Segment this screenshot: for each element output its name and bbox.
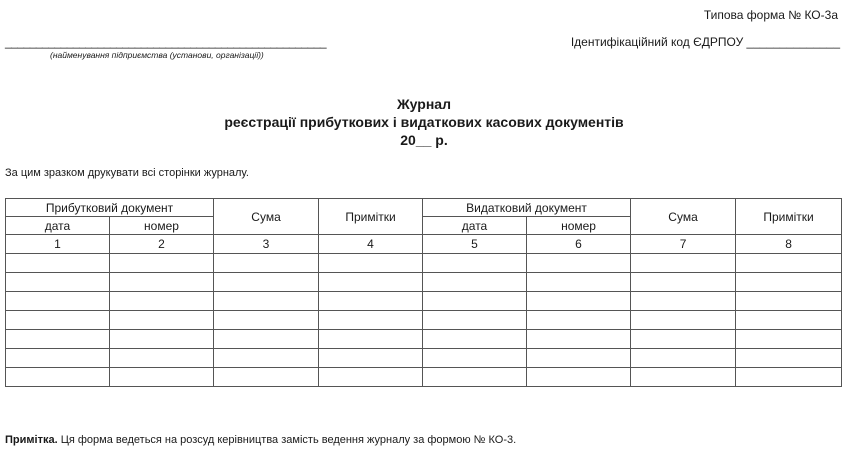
table-cell: [6, 349, 110, 368]
table-row: [6, 368, 842, 387]
table-cell: [736, 273, 842, 292]
expense-document-header: Видатковий документ: [423, 199, 631, 217]
table-cell: [214, 368, 319, 387]
title-line-3: 20__ р.: [400, 132, 448, 148]
title-line-1: Журнал: [397, 96, 451, 112]
table-cell: [110, 330, 214, 349]
table-cell: [736, 349, 842, 368]
table-row: [6, 254, 842, 273]
column-number-row: [6, 235, 842, 254]
table-cell: [319, 330, 423, 349]
table-cell: [214, 273, 319, 292]
table-cell: [527, 349, 631, 368]
sum-header-1: Сума: [214, 199, 319, 235]
footer-note: [5, 434, 516, 446]
table-cell: [631, 254, 736, 273]
table-row: [6, 349, 842, 368]
column-number: 4: [319, 235, 423, 254]
income-date-header: дата: [6, 217, 110, 235]
title-line-2: реєстрації прибуткових і видаткових касових документів: [224, 114, 624, 130]
table-cell: [6, 330, 110, 349]
table-cell: [110, 349, 214, 368]
table-cell: [631, 349, 736, 368]
table-cell: [319, 273, 423, 292]
table-cell: [319, 254, 423, 273]
notes-header-2: Примітки: [736, 199, 842, 235]
table-cell: [423, 311, 527, 330]
journal-entries: [6, 254, 842, 387]
notes-header-1: Примітки: [319, 199, 423, 235]
table-cell: [423, 349, 527, 368]
table-cell: [423, 292, 527, 311]
table-cell: [736, 368, 842, 387]
column-number: 3: [214, 235, 319, 254]
table-cell: [423, 273, 527, 292]
column-number: 6: [527, 235, 631, 254]
column-number: 2: [110, 235, 214, 254]
table-cell: [527, 254, 631, 273]
note-text: Ця форма ведеться на розсуд керівництва замість ведення журналу за формою № КО-3.: [57, 434, 517, 446]
table-row: [6, 330, 842, 349]
table-cell: [6, 254, 110, 273]
column-number: 1: [6, 235, 110, 254]
table-cell: [110, 292, 214, 311]
table-cell: [527, 311, 631, 330]
table-cell: [423, 254, 527, 273]
sum-header-2: Сума: [631, 199, 736, 235]
form-code: Типова форма № КО-3а: [703, 8, 838, 22]
table-row: [6, 273, 842, 292]
table-row: [6, 311, 842, 330]
table-cell: [214, 311, 319, 330]
table-cell: [736, 311, 842, 330]
table-cell: [631, 273, 736, 292]
income-document-header: Прибутковий документ: [6, 199, 214, 217]
table-cell: [214, 349, 319, 368]
table-cell: [527, 273, 631, 292]
table-cell: [319, 349, 423, 368]
table-row: [6, 292, 842, 311]
table-cell: [6, 273, 110, 292]
table-cell: [631, 330, 736, 349]
table-cell: [6, 311, 110, 330]
table-cell: [214, 330, 319, 349]
table-cell: [527, 292, 631, 311]
expense-date-header: дата: [423, 217, 527, 235]
organization-name-caption: (найменування підприємства (установи, організації)): [50, 50, 264, 60]
table-cell: [6, 368, 110, 387]
table-cell: [319, 292, 423, 311]
table-cell: [110, 368, 214, 387]
table-cell: [736, 254, 842, 273]
table-cell: [214, 292, 319, 311]
edrpou-code-field: Ідентифікаційний код ЄДРПОУ ______________: [570, 35, 840, 49]
print-instruction: За цим зразком друкувати всі сторінки журналу.: [5, 167, 249, 179]
table-cell: [736, 292, 842, 311]
table-cell: [319, 311, 423, 330]
table-cell: [214, 254, 319, 273]
income-number-header: номер: [110, 217, 214, 235]
header-row-1: [6, 199, 842, 217]
table-cell: [631, 292, 736, 311]
table-cell: [527, 368, 631, 387]
table-cell: [631, 311, 736, 330]
table-cell: [631, 368, 736, 387]
table-cell: [110, 273, 214, 292]
table-cell: [319, 368, 423, 387]
expense-number-header: номер: [527, 217, 631, 235]
column-number: 5: [423, 235, 527, 254]
table-cell: [110, 254, 214, 273]
table-cell: [6, 292, 110, 311]
document-title: [0, 95, 848, 149]
table-cell: [110, 311, 214, 330]
column-number: 7: [631, 235, 736, 254]
table-cell: [423, 330, 527, 349]
journal-table: [5, 198, 842, 387]
table-cell: [527, 330, 631, 349]
table-cell: [423, 368, 527, 387]
column-number: 8: [736, 235, 842, 254]
note-label: Примітка.: [5, 434, 58, 446]
table-cell: [736, 330, 842, 349]
organization-name-line: ____________________________________________________: [5, 35, 327, 49]
